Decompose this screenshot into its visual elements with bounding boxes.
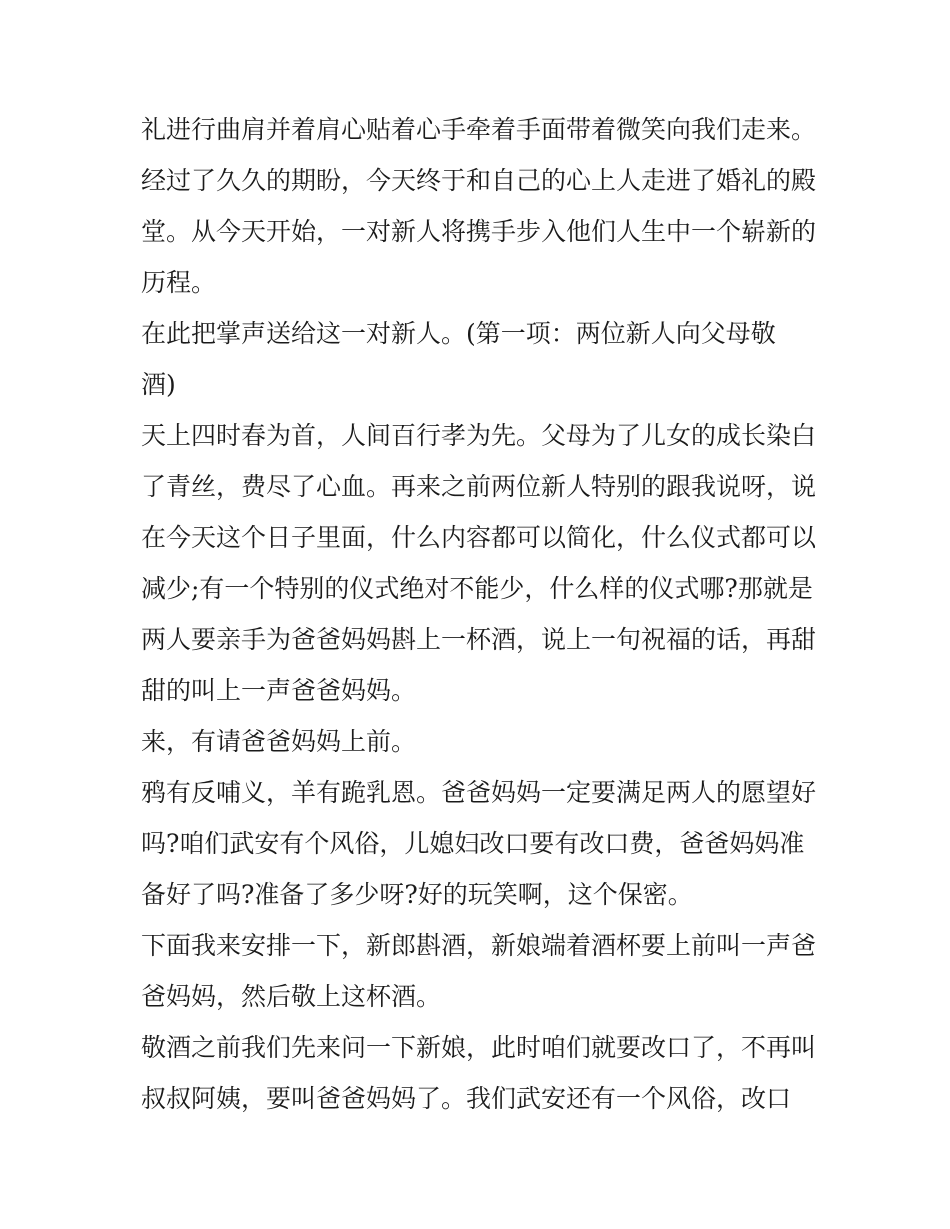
- text-line: 经过了久久的期盼，今天终于和自己的心上人走进了婚礼的殿: [141, 166, 817, 195]
- text-line: 敬酒之前我们先来问一下新娘，此时咱们就要改口了，不再叫: [141, 1033, 817, 1062]
- text-line: 天上四时春为首，人间百行孝为先。父母为了儿女的成长染白: [141, 421, 817, 450]
- text-line: 甜的叫上一声爸爸妈妈。: [141, 676, 417, 705]
- text-line: 两人要亲手为爸爸妈妈斟上一杯酒，说上一句祝福的话，再甜: [141, 625, 817, 654]
- text-line: 堂。从今天开始，一对新人将携手步入他们人生中一个崭新的: [141, 217, 817, 246]
- text-line: 酒): [141, 370, 176, 399]
- text-line: 来，有请爸爸妈妈上前。: [141, 727, 417, 756]
- text-line: 叔叔阿姨，要叫爸爸妈妈了。我们武安还有一个风俗，改口: [141, 1084, 792, 1113]
- text-line: 吗?咱们武安有个风俗，儿媳妇改口要有改口费，爸爸妈妈准: [141, 829, 805, 858]
- text-line: 在今天这个日子里面，什么内容都可以简化，什么仪式都可以: [141, 523, 817, 552]
- text-line: 了青丝，费尽了心血。再来之前两位新人特别的跟我说呀，说: [141, 472, 817, 501]
- text-line: 备好了吗?准备了多少呀?好的玩笑啊，这个保密。: [141, 880, 693, 909]
- document-body: [141, 104, 817, 1124]
- text-line: 下面我来安排一下，新郎斟酒，新娘端着酒杯要上前叫一声爸: [141, 931, 817, 960]
- text-line: 历程。: [141, 268, 217, 297]
- text-line: 礼进行曲肩并着肩心贴着心手牵着手面带着微笑向我们走来。: [141, 115, 817, 144]
- text-line: 爸妈妈，然后敬上这杯酒。: [141, 982, 442, 1011]
- text-line: 在此把掌声送给这一对新人。(第一项：两位新人向父母敬: [141, 319, 776, 348]
- text-line: 减少;有一个特别的仪式绝对不能少，什么样的仪式哪?那就是: [141, 574, 813, 603]
- text-line: 鸦有反哺义，羊有跪乳恩。爸爸妈妈一定要满足两人的愿望好: [141, 778, 817, 807]
